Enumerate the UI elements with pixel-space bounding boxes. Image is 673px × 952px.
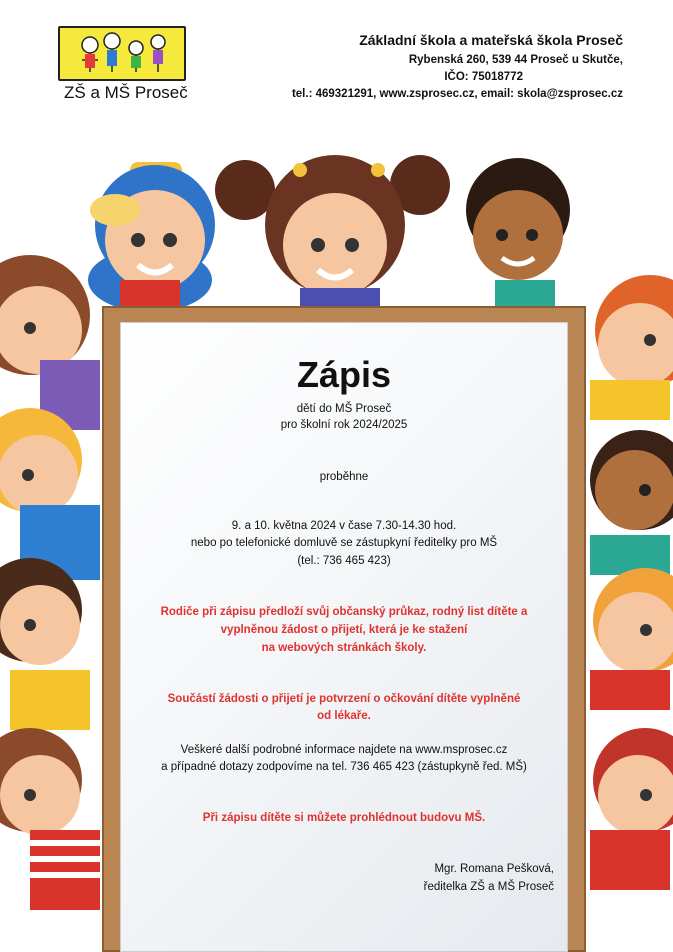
school-name: Základní škola a mateřská škola Proseč (359, 32, 623, 48)
logo-kids-graphic (58, 26, 186, 81)
notice-date-3: (tel.: 736 465 423) (297, 555, 391, 567)
notice-subtitle-2: pro školní rok 2024/2025 (280, 419, 408, 431)
notice-documents-1: Rodiče při zápisu předloží svůj občanský průkaz, rodný list dítěte a (160, 606, 528, 618)
notice-building-visit: Při zápisu dítěte si můžete prohlédnout budovu MŠ. (202, 812, 486, 824)
logo-text: ZŠ a MŠ Proseč (64, 83, 188, 102)
signature-name: Mgr. Romana Pešková, (434, 863, 554, 875)
notice-takes-place: proběhne (319, 471, 369, 483)
notice-date-2: nebo po telefonické domluvě se zástupkyní ředitelky pro MŠ (190, 537, 498, 549)
notice-info-2: a případné dotazy zodpovíme na tel. 736 465 423 (zástupkyně řed. MŠ) (161, 761, 527, 773)
school-header (292, 32, 623, 103)
school-logo (58, 26, 193, 106)
school-ico: IČO: 75018772 (444, 71, 523, 83)
notice-date-1: 9. a 10. května 2024 v čase 7.30-14.30 hod. (231, 520, 457, 532)
notice-vaccination-1: Součástí žádosti o přijetí je potvrzení o očkování dítěte vyplněné (167, 693, 521, 705)
notice-title: Zápis (296, 354, 392, 395)
notice-subtitle-1: dětí do MŠ Proseč (296, 403, 392, 415)
signature-block (424, 860, 554, 896)
school-address: Rybenská 260, 539 44 Proseč u Skutče, (408, 54, 623, 66)
notice-documents-2: vyplněnou žádost o přijetí, která je ke stažení (220, 624, 468, 636)
notice-info-1: Veškeré další podrobné informace najdete na www.msprosec.cz (180, 744, 508, 756)
signature-title: ředitelka ZŠ a MŠ Proseč (423, 881, 554, 893)
notice-documents-3: na webových stránkách školy. (261, 642, 427, 654)
notice-vaccination-2: od lékaře. (317, 710, 371, 722)
school-contact: tel.: 469321291, www.zsprosec.cz, email: skola@zsprosec.cz (291, 88, 623, 100)
